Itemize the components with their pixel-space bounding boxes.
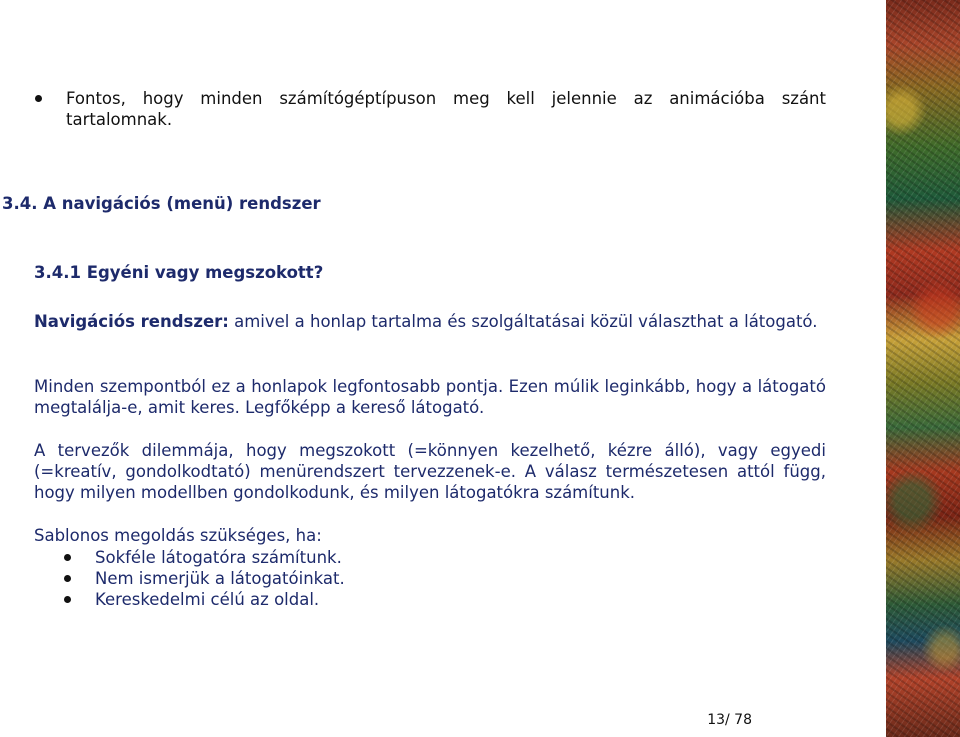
list-intro: Sablonos megoldás szükséges, ha: — [34, 526, 322, 545]
intro-bullet-text: Fontos, hogy minden számítógéptípuson meg kell jelennie az animációba szánt tartalomnak. — [66, 89, 826, 129]
paragraph-dilemma: A tervezők dilemmája, hogy megszokott (=könnyen kezelhető, kézre álló), vagy egyedi (=kreatív, gondolkodtató) menürendszert tervezzenek-e. A válasz természetesen attól függ, hogy milyen modellben gondolkodunk, és milyen látogatókra számítunk. — [34, 441, 826, 502]
decorative-texture-strip — [886, 0, 960, 737]
page-number: 13/ 78 — [707, 712, 752, 728]
definition-paragraph — [34, 311, 826, 332]
list-item: Sokféle látogatóra számítunk. — [95, 548, 342, 567]
section-heading: 3.4. A navigációs (menü) rendszer — [2, 194, 321, 213]
list-item: Nem ismerjük a látogatóinkat. — [95, 569, 345, 588]
bullet-dot — [64, 554, 71, 561]
subsection-heading: 3.4.1 Egyéni vagy megszokott? — [34, 263, 324, 282]
bullet-dot — [64, 596, 71, 603]
paragraph-importance: Minden szempontból ez a honlapok legfontosabb pontja. Ezen múlik leginkább, hogy a látogató megtalálja-e, amit keres. Legfőképp a kereső látogató. — [34, 377, 826, 417]
definition-text: amivel a honlap tartalma és szolgáltatásai közül választhat a látogató. — [228, 312, 818, 331]
definition-term: Navigációs rendszer: — [34, 312, 229, 331]
list-item: Kereskedelmi célú az oldal. — [95, 590, 320, 609]
bullet-dot — [64, 575, 71, 582]
bullet-dot — [35, 95, 42, 102]
